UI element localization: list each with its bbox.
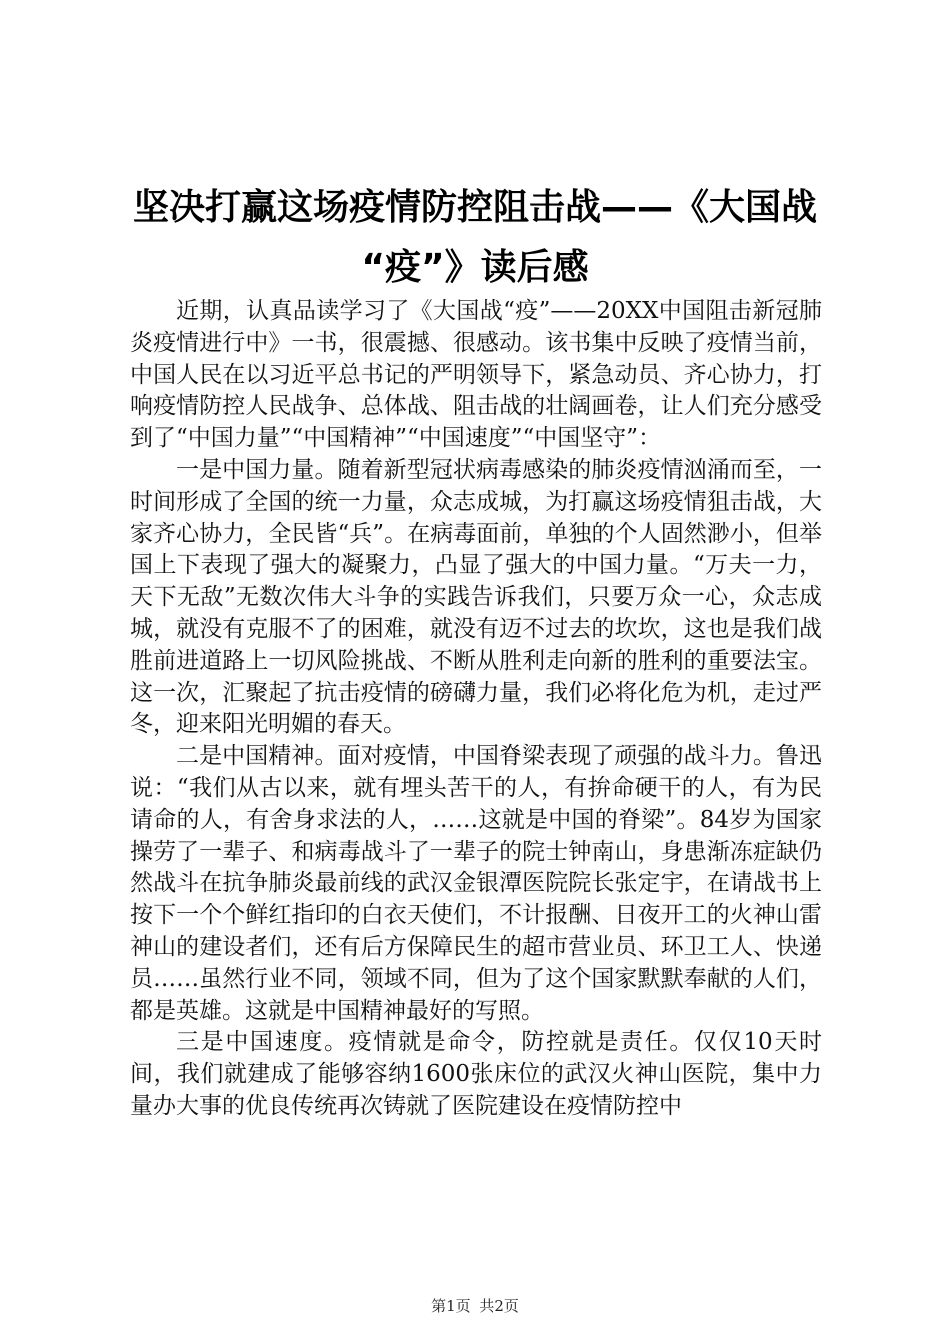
document-body bbox=[130, 296, 822, 1123]
paragraph-china-strength: 一是中国力量。随着新型冠状病毒感染的肺炎疫情汹涌而至，一时间形成了全国的统一力量，众志成城，为打赢这场疫情狙击战，大家齐心协力，全民皆“兵”。在病毒面前，单独的个人固然渺小，但举国上下表现了强大的凝聚力，凸显了强大的中国力量。“万夫一力，天下无敌”无数次伟大斗争的实践告诉我们，只要万众一心，众志成城，就没有克服不了的困难，就没有迈不过去的坎坎，这也是我们战胜前进道路上一切风险挑战、不断从胜利走向新的胜利的重要法宝。这一次，汇聚起了抗击疫情的磅礴力量，我们必将化危为机，走过严冬，迎来阳光明媚的春天。 bbox=[130, 456, 822, 738]
document-title-line-1: 坚决打赢这场疫情防控阻击战——《大国战 bbox=[132, 187, 817, 228]
paragraph-intro: 近期，认真品读学习了《大国战“疫”——20XX中国阻击新冠肺炎疫情进行中》一书，很震撼、很感动。该书集中反映了疫情当前，中国人民在以习近平总书记的严明领导下，紧急动员、齐心协力，打响疫情防控人民战争、总体战、阻击战的壮阔画卷，让人们充分感受到了“中国力量”“中国精神”“中国速度”“中国坚守”： bbox=[130, 298, 822, 452]
paragraph-china-spirit: 二是中国精神。面对疫情，中国脊梁表现了顽强的战斗力。鲁迅说：“我们从古以来，就有埋头苦干的人，有拚命硬干的人，有为民请命的人，有舍身求法的人，……这就是中国的脊梁”。84岁为国家操劳了一辈子、和病毒战斗了一辈子的院士钟南山，身患渐冻症缺仍然战斗在抗争肺炎最前线的武汉金银潭医院院长张定宇，在请战书上按下一个个鲜红指印的白衣天使们，不计报酬、日夜开工的火神山雷神山的建设者们，还有后方保障民生的超市营业员、环卫工人、快递员……虽然行业不同，领域不同，但为了这个国家默默奉献的人们，都是英雄。这就是中国精神最好的写照。 bbox=[130, 743, 822, 1024]
document-title-line-2: “疫”》读后感 bbox=[361, 247, 589, 288]
paragraph-china-speed: 三是中国速度。疫情就是命令，防控就是责任。仅仅10天时间，我们就建成了能够容纳1600张床位的武汉火神山医院，集中力量办大事的优良传统再次铸就了医院建设在疫情防控中 bbox=[130, 1029, 822, 1119]
page-number-footer: 第1页 共2页 bbox=[431, 1297, 519, 1315]
